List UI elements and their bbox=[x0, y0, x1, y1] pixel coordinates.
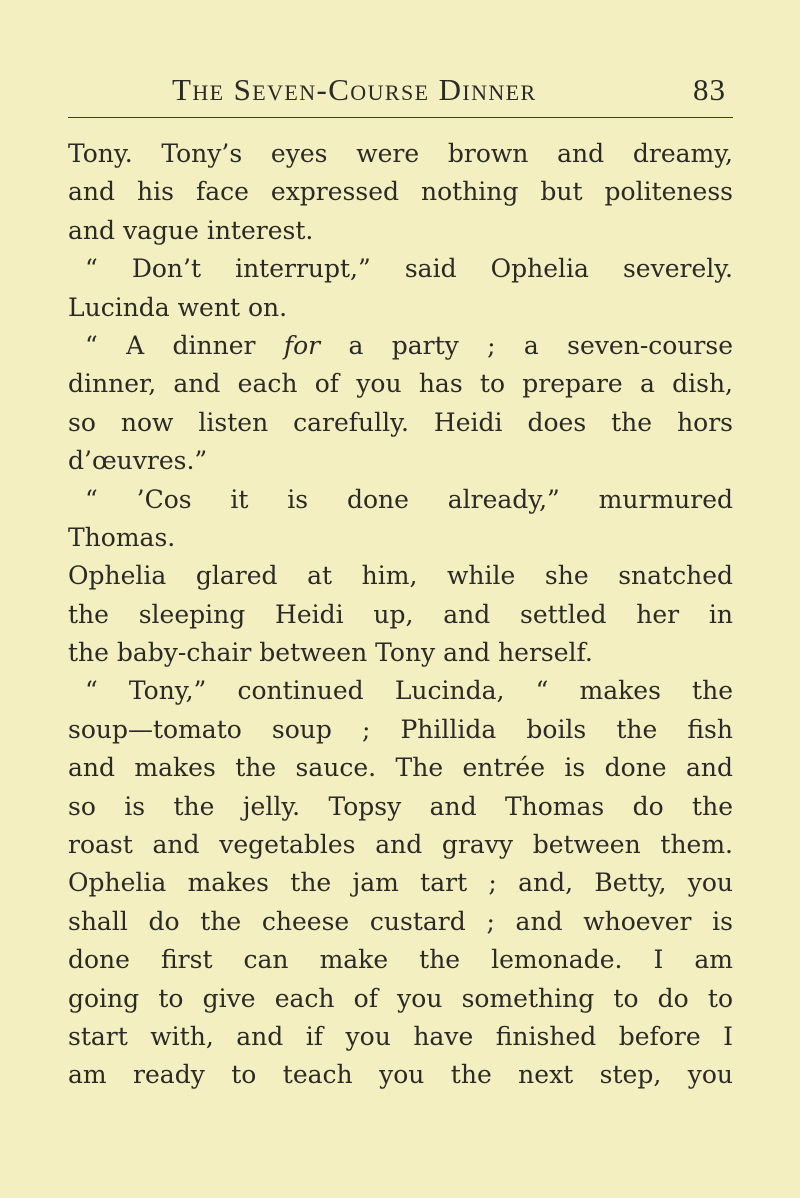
body-text bbox=[68, 135, 733, 1095]
text-line: Thomas. bbox=[68, 522, 176, 552]
text-line: Ophelia makes the jam tart ; and, Betty, you bbox=[68, 868, 733, 898]
text-line bbox=[68, 327, 733, 365]
text-line: and his face expressed nothing but politeness bbox=[68, 177, 733, 207]
text-line: “ Don’t interrupt,” said Ophelia severely. bbox=[85, 254, 733, 284]
header-rule bbox=[68, 117, 733, 118]
text-line: so now listen carefully. Heidi does the hors bbox=[68, 407, 733, 437]
text-line: soup—tomato soup ; Phillida boils the fish bbox=[68, 714, 733, 744]
running-head bbox=[68, 62, 733, 112]
text-line: roast and vegetables and gravy between them. bbox=[68, 830, 733, 860]
text-line: shall do the cheese custard ; and whoever is bbox=[68, 906, 733, 936]
text-line: am ready to teach you the next step, you bbox=[68, 1060, 733, 1090]
text-run: “ A dinner bbox=[85, 330, 284, 360]
text-line: the sleeping Heidi up, and settled her in bbox=[68, 599, 733, 629]
emphasis-text: for bbox=[283, 330, 321, 360]
text-line: “ ’Cos it is done already,” murmured bbox=[85, 484, 733, 514]
text-line: Ophelia glared at him, while she snatched bbox=[68, 561, 733, 591]
text-line: Tony. Tony’s eyes were brown and dreamy, bbox=[68, 139, 733, 168]
text-line: start with, and if you have finished before I bbox=[68, 1021, 733, 1051]
page-number: 83 bbox=[693, 72, 726, 107]
text-line: and makes the sauce. The entrée is done and bbox=[68, 753, 733, 783]
text-line: “ Tony,” continued Lucinda, “ makes the bbox=[85, 676, 733, 706]
text-line: Lucinda went on. bbox=[68, 292, 288, 322]
text-line: and vague interest. bbox=[68, 215, 314, 245]
text-line: so is the jelly. Topsy and Thomas do the bbox=[68, 791, 733, 821]
text-line: dinner, and each of you has to prepare a dish, bbox=[68, 369, 733, 399]
running-title: The Seven-Course Dinner bbox=[172, 72, 537, 107]
text-run: a party ; a seven-course bbox=[320, 330, 733, 360]
text-line: d’œuvres.” bbox=[68, 446, 208, 476]
text-line: done first can make the lemonade. I am bbox=[68, 945, 733, 975]
text-line: going to give each of you something to do to bbox=[68, 983, 733, 1013]
text-line: the baby-chair between Tony and herself. bbox=[68, 638, 593, 668]
